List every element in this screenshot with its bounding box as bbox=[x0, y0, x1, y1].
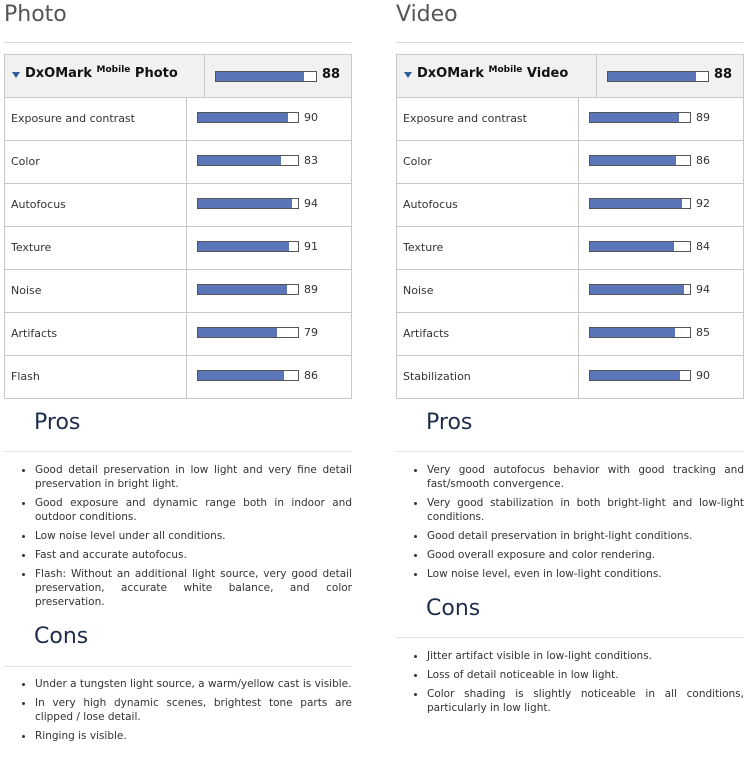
score-bar bbox=[197, 198, 299, 209]
score-value: 90 bbox=[304, 111, 318, 124]
overall-category: Photo bbox=[134, 66, 178, 81]
list-item: Low noise level under all conditions. bbox=[4, 529, 352, 543]
video-title: Video bbox=[396, 2, 458, 27]
photo-title: Photo bbox=[4, 2, 67, 27]
caret-down-icon[interactable] bbox=[12, 72, 20, 78]
caret-down-icon[interactable] bbox=[404, 72, 412, 78]
score-label: Exposure and contrast bbox=[11, 112, 135, 125]
score-bar bbox=[197, 284, 299, 295]
list-item: Good overall exposure and color rendering. bbox=[396, 548, 744, 562]
score-label: Stabilization bbox=[403, 370, 471, 383]
photo-score-row bbox=[5, 141, 351, 184]
cell-divider bbox=[578, 356, 579, 398]
score-label: Artifacts bbox=[11, 327, 58, 340]
score-label: Autofocus bbox=[11, 198, 66, 211]
cell-divider bbox=[186, 141, 187, 183]
list-item: Under a tungsten light source, a warm/yellow cast is visible. bbox=[4, 677, 352, 691]
cell-divider bbox=[186, 356, 187, 398]
photo-score-row bbox=[5, 184, 351, 227]
video-overall-label bbox=[417, 65, 568, 81]
divider bbox=[396, 42, 744, 43]
cell-divider bbox=[578, 184, 579, 226]
video-score-row bbox=[397, 141, 743, 184]
list-item: Loss of detail noticeable in low light. bbox=[396, 668, 744, 682]
bar-fill bbox=[590, 199, 682, 208]
video-overall-bar bbox=[607, 71, 709, 82]
video-score-row bbox=[397, 227, 743, 270]
score-value: 92 bbox=[696, 197, 710, 210]
video-pros-list bbox=[396, 463, 744, 586]
score-value: 89 bbox=[696, 111, 710, 124]
score-value: 94 bbox=[304, 197, 318, 210]
score-bar bbox=[197, 327, 299, 338]
score-bar bbox=[589, 198, 691, 209]
score-label: Flash bbox=[11, 370, 40, 383]
score-bar bbox=[197, 370, 299, 381]
bar-fill bbox=[608, 72, 696, 81]
score-label: Autofocus bbox=[403, 198, 458, 211]
brand-sup: Mobile bbox=[488, 65, 523, 75]
video-score-row bbox=[397, 270, 743, 313]
score-value: 94 bbox=[696, 283, 710, 296]
video-score-row bbox=[397, 356, 743, 398]
list-item: Very good stabilization in both bright-light and low-light conditions. bbox=[396, 496, 744, 524]
video-score-row bbox=[397, 313, 743, 356]
video-overall-label-cell[interactable] bbox=[397, 55, 597, 97]
video-score-row bbox=[397, 98, 743, 141]
cell-divider bbox=[578, 270, 579, 312]
score-value: 91 bbox=[304, 240, 318, 253]
score-label: Color bbox=[11, 155, 40, 168]
list-item: Good exposure and dynamic range both in indoor and outdoor conditions. bbox=[4, 496, 352, 524]
list-item: In very high dynamic scenes, brightest tone parts are clipped / lose detail. bbox=[4, 696, 352, 724]
list-item: Ringing is visible. bbox=[4, 729, 352, 743]
list-item: Good detail preservation in bright-light conditions. bbox=[396, 529, 744, 543]
score-value: 89 bbox=[304, 283, 318, 296]
photo-pros-list bbox=[4, 463, 352, 614]
score-value: 86 bbox=[304, 369, 318, 382]
photo-overall-label-cell[interactable] bbox=[5, 55, 205, 97]
photo-overall-label bbox=[25, 65, 178, 81]
divider bbox=[4, 42, 352, 43]
cell-divider bbox=[186, 313, 187, 355]
divider bbox=[396, 451, 744, 452]
score-bar bbox=[589, 327, 691, 338]
photo-overall-bar bbox=[215, 71, 317, 82]
score-bar bbox=[589, 284, 691, 295]
bar-fill bbox=[590, 242, 674, 251]
photo-score-row bbox=[5, 356, 351, 398]
score-value: 85 bbox=[696, 326, 710, 339]
brand-name: DxOMark bbox=[417, 66, 484, 81]
bar-fill bbox=[198, 199, 292, 208]
photo-overall-score: 88 bbox=[322, 67, 341, 82]
photo-score-row bbox=[5, 227, 351, 270]
score-label: Exposure and contrast bbox=[403, 112, 527, 125]
score-label: Color bbox=[403, 155, 432, 168]
list-item: Good detail preservation in low light and very fine detail preservation in bright light. bbox=[4, 463, 352, 491]
bar-fill bbox=[590, 113, 679, 122]
list-item: Color shading is slightly noticeable in all conditions, particularly in low light. bbox=[396, 687, 744, 715]
video-pros-title: Pros bbox=[426, 410, 473, 435]
list-item: Flash: Without an additional light source, very good detail preservation, accurate white balance, and color preservation. bbox=[4, 567, 352, 609]
score-value: 83 bbox=[304, 154, 318, 167]
score-value: 86 bbox=[696, 154, 710, 167]
photo-rows bbox=[5, 98, 351, 398]
score-bar bbox=[589, 370, 691, 381]
photo-score-row bbox=[5, 270, 351, 313]
list-item: Low noise level, even in low-light conditions. bbox=[396, 567, 744, 581]
list-item: Jitter artifact visible in low-light conditions. bbox=[396, 649, 744, 663]
video-rows bbox=[397, 98, 743, 398]
video-score-row bbox=[397, 184, 743, 227]
brand-sup: Mobile bbox=[96, 65, 131, 75]
bar-fill bbox=[198, 242, 289, 251]
score-label: Noise bbox=[403, 284, 434, 297]
bar-fill bbox=[198, 156, 281, 165]
list-item: Very good autofocus behavior with good tracking and fast/smooth convergence. bbox=[396, 463, 744, 491]
bar-fill bbox=[198, 371, 284, 380]
bar-fill bbox=[590, 285, 684, 294]
score-bar bbox=[197, 155, 299, 166]
score-label: Noise bbox=[11, 284, 42, 297]
cell-divider bbox=[578, 227, 579, 269]
score-label: Texture bbox=[403, 241, 444, 254]
brand-name: DxOMark bbox=[25, 66, 92, 81]
score-bar bbox=[197, 112, 299, 123]
bar-fill bbox=[198, 285, 287, 294]
bar-fill bbox=[590, 156, 676, 165]
video-overall-score: 88 bbox=[714, 67, 733, 82]
score-value: 79 bbox=[304, 326, 318, 339]
score-value: 84 bbox=[696, 240, 710, 253]
bar-fill bbox=[590, 371, 680, 380]
cell-divider bbox=[186, 270, 187, 312]
divider bbox=[396, 637, 744, 638]
photo-cons-list bbox=[4, 677, 352, 748]
cell-divider bbox=[578, 98, 579, 140]
divider bbox=[4, 666, 352, 667]
list-item: Fast and accurate autofocus. bbox=[4, 548, 352, 562]
photo-score-table bbox=[4, 54, 352, 399]
score-bar bbox=[589, 241, 691, 252]
cell-divider bbox=[578, 313, 579, 355]
video-overall-row[interactable] bbox=[397, 55, 743, 98]
divider bbox=[4, 451, 352, 452]
photo-score-row bbox=[5, 313, 351, 356]
score-bar bbox=[197, 241, 299, 252]
photo-score-row bbox=[5, 98, 351, 141]
photo-cons-title: Cons bbox=[34, 624, 89, 649]
score-label: Artifacts bbox=[403, 327, 450, 340]
bar-fill bbox=[590, 328, 675, 337]
overall-category: Video bbox=[526, 66, 569, 81]
bar-fill bbox=[198, 328, 277, 337]
score-label: Texture bbox=[11, 241, 52, 254]
bar-fill bbox=[198, 113, 288, 122]
video-cons-list bbox=[396, 649, 744, 720]
video-cons-title: Cons bbox=[426, 596, 481, 621]
photo-overall-row[interactable] bbox=[5, 55, 351, 98]
score-value: 90 bbox=[696, 369, 710, 382]
score-bar bbox=[589, 155, 691, 166]
cell-divider bbox=[186, 98, 187, 140]
score-bar bbox=[589, 112, 691, 123]
cell-divider bbox=[186, 227, 187, 269]
cell-divider bbox=[578, 141, 579, 183]
bar-fill bbox=[216, 72, 304, 81]
cell-divider bbox=[186, 184, 187, 226]
video-score-table bbox=[396, 54, 744, 399]
photo-pros-title: Pros bbox=[34, 410, 81, 435]
